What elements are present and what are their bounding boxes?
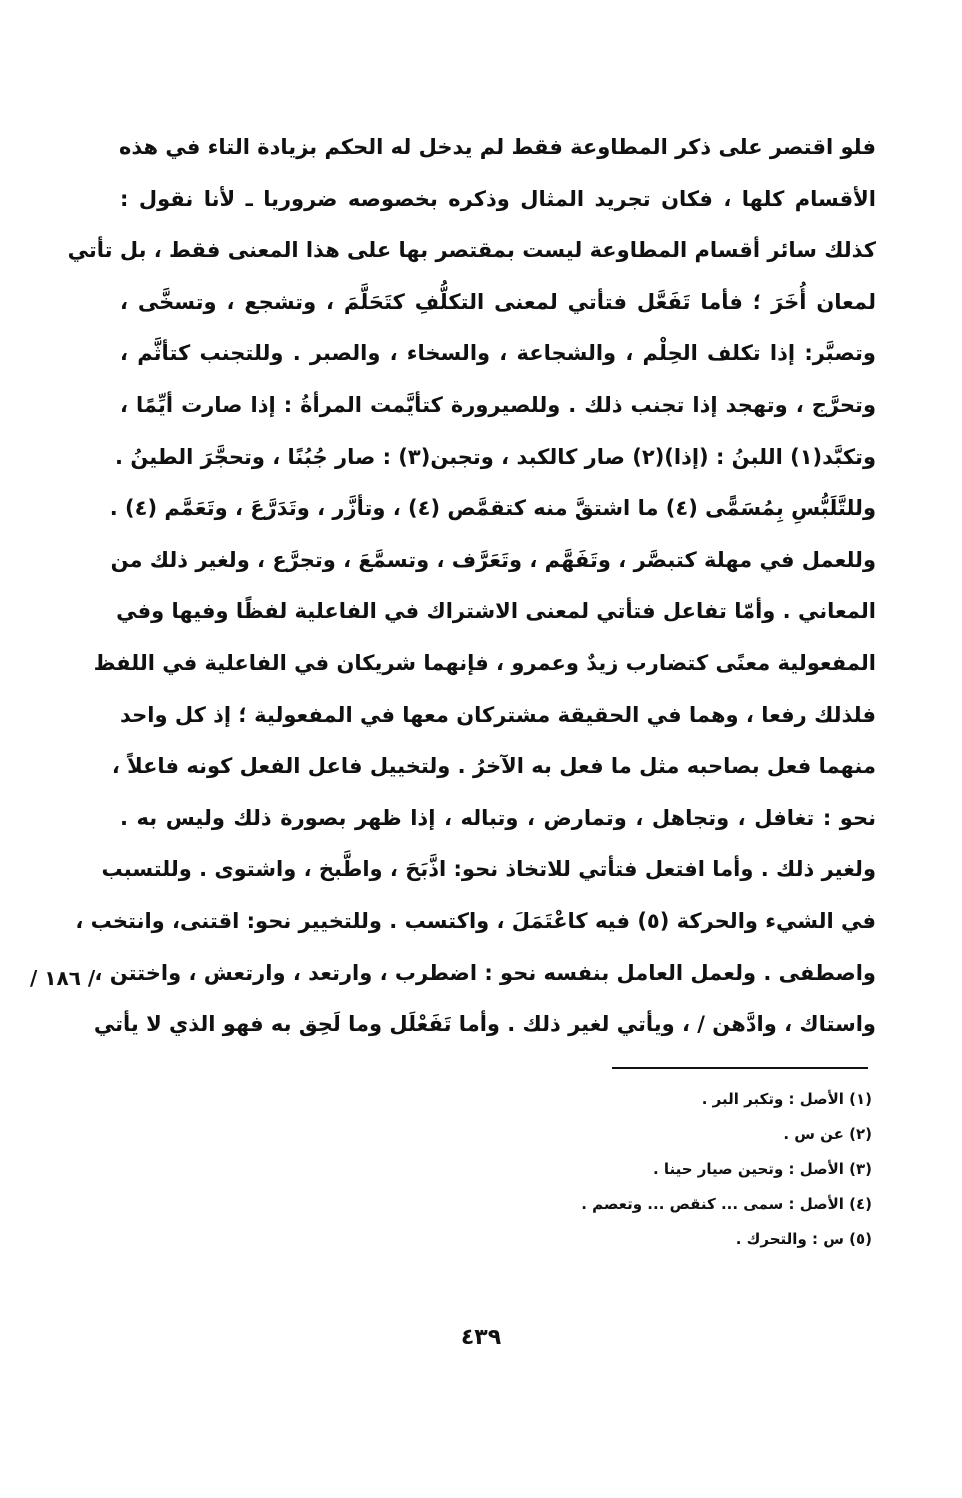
text-line-13: منهما فعل بصاحبه مثل ما فعل به الآخرُ . ولتخييل فاعل الفعل كونه فاعلاً ، [111, 754, 876, 779]
text-line-5: وتصبَّر: إذا تكلف الحِلْم ، والشجاعة ، والسخاء ، والصبر . وللتجنب كتأثَّم ، [120, 341, 876, 366]
text-line-18: واستاك ، وادَّهن / ، ويأتي لغير ذلك . وأما تَفَعْلَل وما لَحِق به فهو الذي لا يأتي [93, 1012, 876, 1037]
text-line-4: لمعان أُخَرَ ؛ فأما تَفَعَّل فتأتي لمعنى التكلُّفِ كتَحَلَّمَ ، وتشجع ، وتسخَّى ، [120, 289, 876, 314]
text-line-6: وتحرَّج ، وتهجد إذا تجنب ذلك . وللصيرورة كتأيَّمت المرأةُ : إذا صارت أيِّمًا ، [120, 392, 876, 417]
main-text-block [67, 122, 876, 1051]
text-line-9: وللعمل في مهلة كتبصَّر ، وتَفَهَّم ، وتَعَرَّف ، وتسمَّعَ ، وتجرَّع ، ولغير ذلك من [110, 547, 876, 572]
text-line-16: في الشيء والحركة (٥) فيه كاعْتَمَلَ ، واكتسب . وللتخيير نحو: اقتنى، وانتخب ، [75, 908, 876, 933]
text-line-17: واصطفى . ولعمل العامل بنفسه نحو : اضطرب ، وارتعد ، وارتعش ، واختتن ، [94, 960, 876, 985]
text-line-1: فلو اقتصر على ذكر المطاوعة فقط لم يدخل له الحكم بزيادة التاء في هذه [118, 135, 876, 159]
manuscript-folio-marker: / ١٨٦ / [30, 966, 96, 990]
text-line-14: نحو : تغافل ، وتجاهل ، وتمارض ، وتباله ، إذا ظهر بصورة ذلك وليس به . [120, 805, 876, 830]
text-line-8: وللتَّلَبُّسِ بِمُسَمًّى (٤) ما اشتقَّ منه كتقمَّص (٤) ، وتأزَّر ، وتَدَرَّعَ ، وتَعَمَّم (٤) . [109, 496, 876, 521]
footnote-3: (٣) الأصل : وتحين صيار حينا . [652, 1160, 872, 1178]
text-line-12: فلذلك رفعا ، وهما في الحقيقة مشتركان معها في المفعولية ؛ إذ كل واحد [120, 702, 876, 727]
footnote-4: (٤) الأصل : سمى ... كنقص ... وتعصم . [581, 1195, 872, 1213]
text-line-3: كذلك سائر أقسام المطاوعة ليست بمقتصر بها على هذا المعنى فقط ، بل تأتي [67, 238, 876, 263]
text-line-2: الأقسام كلها ، فكان تجريد المثال وذكره بخصوصه ضروريا ـ لأنا نقول : [120, 186, 876, 211]
text-line-15: ولغير ذلك . وأما افتعل فتأتي للاتخاذ نحو: اذَّبَحَ ، واطَّبخ ، واشتوى . وللتسبب [101, 857, 876, 882]
text-line-10: المعاني . وأمّا تفاعل فتأتي لمعنى الاشتراك في الفاعلية لفظًا وفيها وفي [116, 599, 876, 624]
footnote-separator [612, 1067, 868, 1069]
page-number: ٤٣٩ [460, 1325, 502, 1350]
text-line-7: وتكبَّد(١) اللبنُ : (إذا)(٢) صار كالكبد ، وتجبن(٣) : صار جُبُنًا ، وتحجَّرَ الطينُ . [115, 444, 876, 469]
footnote-5: (٥) س : والتحرك . [735, 1230, 872, 1248]
footnote-2: (٢) عن س . [783, 1125, 872, 1143]
footnote-1: (١) الأصل : وتكبر البر . [701, 1090, 872, 1108]
text-line-11: المفعولية معنًى كتضارب زيدٌ وعمرو ، فإنهما شريكان في الفاعلية في اللفظ [93, 650, 876, 675]
footnotes-block [452, 1082, 872, 1257]
